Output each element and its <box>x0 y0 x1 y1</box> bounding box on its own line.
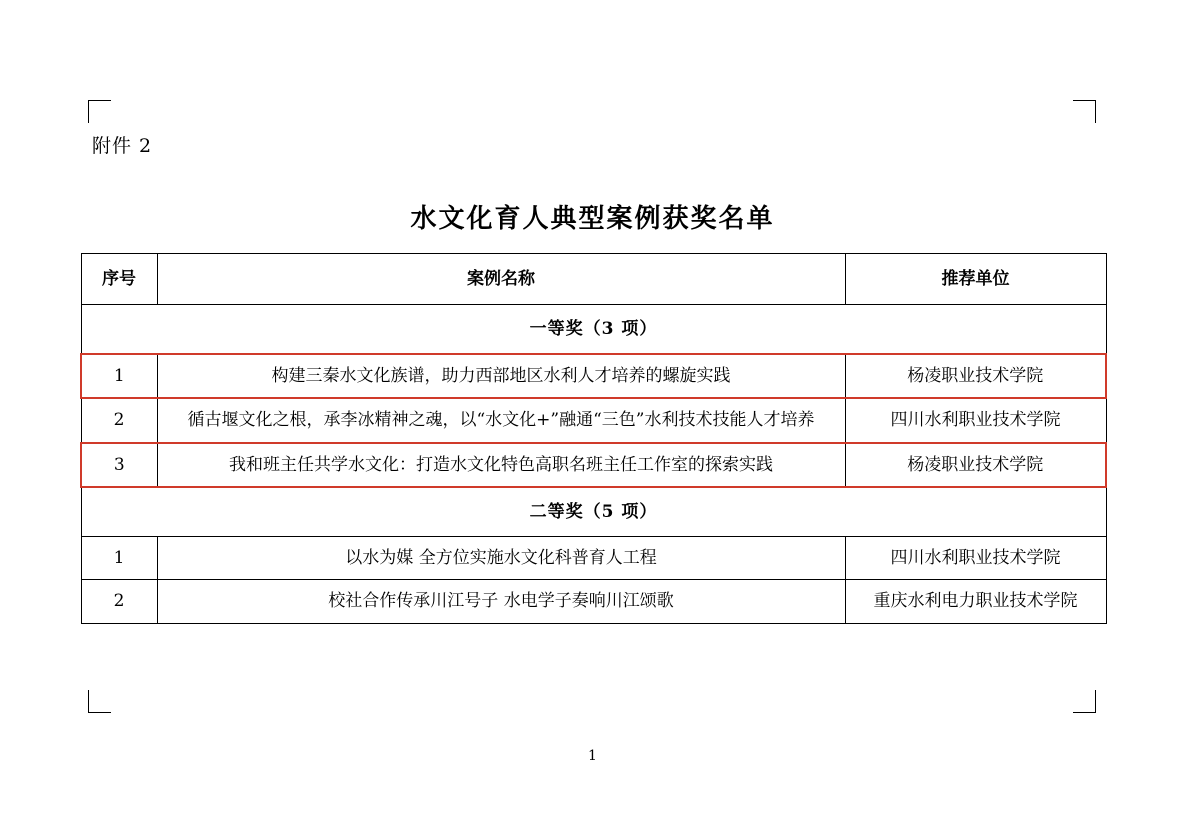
row-unit: 杨凌职业技术学院 <box>845 354 1106 398</box>
table-row <box>81 580 1106 623</box>
column-header-case-name: 案例名称 <box>157 254 845 305</box>
page-number: 1 <box>588 748 597 764</box>
row-no: 2 <box>81 398 157 442</box>
row-case-name: 我和班主任共学水文化：打造水文化特色高职名班主任工作室的探索实践 <box>157 443 845 487</box>
column-header-unit: 推荐单位 <box>845 254 1106 305</box>
table-row <box>81 537 1106 580</box>
table-row <box>81 443 1106 487</box>
row-no: 2 <box>81 580 157 623</box>
table-row <box>81 398 1106 442</box>
row-case-name: 校社合作传承川江号子 水电学子奏响川江颂歌 <box>157 580 845 623</box>
row-no: 1 <box>81 537 157 580</box>
award-list-table <box>80 253 1107 624</box>
row-case-name: 循古堰文化之根，承李冰精神之魂，以“水文化+”融通“三色”水利技术技能人才培养 <box>157 398 845 442</box>
crop-mark-bottom-right <box>1073 690 1096 713</box>
row-case-name: 构建三秦水文化族谱，助力西部地区水利人才培养的螺旋实践 <box>157 354 845 398</box>
section-title-first-prize: 一等奖（3 项） <box>81 305 1106 355</box>
row-unit: 重庆水利电力职业技术学院 <box>845 580 1106 623</box>
row-unit: 四川水利职业技术学院 <box>845 537 1106 580</box>
section-header-row <box>81 487 1106 537</box>
crop-mark-top-left <box>88 100 111 123</box>
page-title: 水文化育人典型案例获奖名单 <box>410 204 775 234</box>
row-no: 1 <box>81 354 157 398</box>
row-case-name: 以水为媒 全方位实施水文化科普育人工程 <box>157 537 845 580</box>
table-row <box>81 354 1106 398</box>
column-header-no: 序号 <box>81 254 157 305</box>
attachment-label: 附件 2 <box>92 135 153 157</box>
section-title-second-prize: 二等奖（5 项） <box>81 487 1106 537</box>
row-no: 3 <box>81 443 157 487</box>
table-header-row <box>81 254 1106 305</box>
crop-mark-bottom-left <box>88 690 111 713</box>
row-unit: 杨凌职业技术学院 <box>845 443 1106 487</box>
crop-mark-top-right <box>1073 100 1096 123</box>
section-header-row <box>81 305 1106 355</box>
row-unit: 四川水利职业技术学院 <box>845 398 1106 442</box>
